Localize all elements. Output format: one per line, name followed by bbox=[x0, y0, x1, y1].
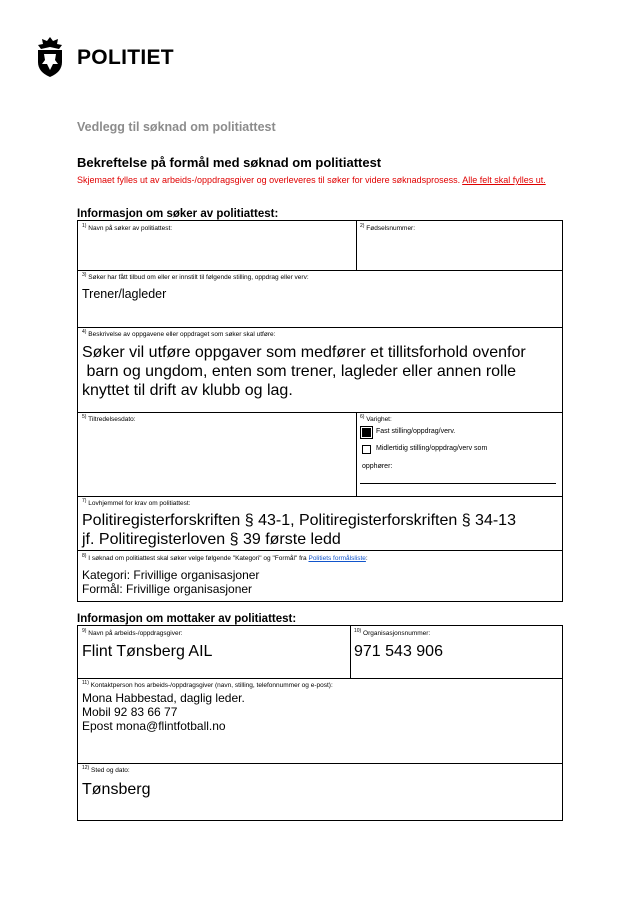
notice-required: Alle felt skal fylles ut. bbox=[462, 175, 546, 185]
form-title: Bekreftelse på formål med søknad om politiattest bbox=[77, 155, 382, 170]
applicant-section-heading: Informasjon om søker av politiattest: bbox=[77, 208, 279, 220]
duration-fixed-label: Fast stilling/oppdrag/verv. bbox=[376, 428, 456, 435]
field-national-id[interactable]: $^{2)}$ Fødselsnummer: bbox=[360, 223, 416, 233]
legal-basis-line: Politiregisterforskriften § 43-1, Politiregisterforskriften § 34-13 bbox=[82, 512, 516, 529]
task-line: Søker vil utføre oppgaver som medfører et tillitsforhold ovenfor bbox=[82, 344, 526, 361]
field-category-purpose: $^{8)}$ I søknad om politiattest skal søker velge følgende "Kategori" og "Formål" fra Politiets formålsliste: Kategori: Frivillige organisasjoner Formål: Frivillige organisasjoner bbox=[77, 550, 563, 602]
purpose-value: Formål: Frivillige organisasjoner bbox=[82, 582, 253, 596]
field-task-description[interactable]: $^{4)}$ Beskrivelse av oppgavene eller oppdraget som søker skal utføre: Søker vil utføre oppgaver som medfører et tillitsforhold ovenfor barn og ungdom, enten som trener, lagleder eller annen rolle knyttet til drift av klubb og lag. bbox=[82, 329, 526, 399]
field-contact-person[interactable]: $^{11)}$ Kontaktperson hos arbeids-/oppdragsgiver (navn, stilling, telefonnummer og e-post): Mona Habbestad, daglig leder. Mobil 92 83 66 77 Epost mona@flintfotball.no bbox=[82, 680, 333, 733]
police-crest-logo bbox=[34, 36, 66, 78]
contact-line: Epost mona@flintfotball.no bbox=[82, 719, 226, 733]
document-subtitle: Vedlegg til søknad om politiattest bbox=[77, 120, 276, 134]
field-org-number[interactable]: $^{10)}$ Organisasjonsnummer: 971 543 906 bbox=[354, 628, 443, 660]
recipient-section-heading: Informasjon om mottaker av politiattest: bbox=[77, 613, 297, 625]
purpose-list-link[interactable]: Politiets formålsliste bbox=[308, 555, 366, 563]
form-notice bbox=[77, 173, 557, 187]
duration-temporary-checkbox[interactable] bbox=[362, 445, 371, 454]
notice-text: Skjemaet fylles ut av arbeids-/oppdragsgiver og overleveres til søker for videre søknadsprosess. bbox=[77, 175, 461, 185]
legal-basis-line: jf. Politiregisterloven § 39 første ledd bbox=[82, 531, 341, 548]
contact-line: Mobil 92 83 66 77 bbox=[82, 705, 178, 719]
field-start-date[interactable]: $^{5)}$ Tiltredelsesdato: bbox=[82, 414, 136, 424]
field-employer-name[interactable]: $^{9)}$ Navn på arbeids-/oppdragsgiver: Flint Tønsberg AIL bbox=[82, 628, 213, 660]
duration-end-label: opphører: bbox=[362, 463, 393, 470]
field-legal-basis[interactable]: $^{7)}$ Lovhjemmel for krav om politiattest: Politiregisterforskriften § 43-1, Politiregisterforskriften § 34-13 jf. Politiregisterloven § 39 første ledd bbox=[82, 498, 516, 548]
recipient-table bbox=[77, 625, 563, 821]
duration-temporary-label: Midlertidig stilling/oppdrag/verv som bbox=[376, 445, 488, 452]
category-value: Kategori: Frivillige organisasjoner bbox=[82, 568, 260, 582]
field-applicant-name[interactable]: $^{1)}$ Navn på søker av politiattest: bbox=[82, 223, 173, 233]
task-line: knyttet til drift av klubb og lag. bbox=[82, 382, 293, 399]
duration-fixed-checkbox[interactable] bbox=[362, 428, 371, 437]
field-duration: $^{6)}$ Varighet: Fast stilling/oppdrag/verv. Midlertidig stilling/oppdrag/verv som opphører: bbox=[356, 412, 562, 496]
contact-line: Mona Habbestad, daglig leder. bbox=[82, 691, 245, 705]
field-position-offered[interactable]: $^{3)}$ Søker har fått tilbud om eller er innstilt til følgende stilling, oppdrag eller verv: Trener/lagleder bbox=[82, 272, 309, 301]
brand-name: POLITIET bbox=[77, 46, 174, 69]
applicant-table bbox=[77, 220, 563, 551]
duration-end-date-line[interactable] bbox=[360, 483, 556, 484]
task-line: barn og ungdom, enten som trener, lagleder eller annen rolle bbox=[82, 363, 517, 380]
field-place-date[interactable]: $^{12)}$ Sted og dato: Tønsberg bbox=[82, 765, 151, 798]
